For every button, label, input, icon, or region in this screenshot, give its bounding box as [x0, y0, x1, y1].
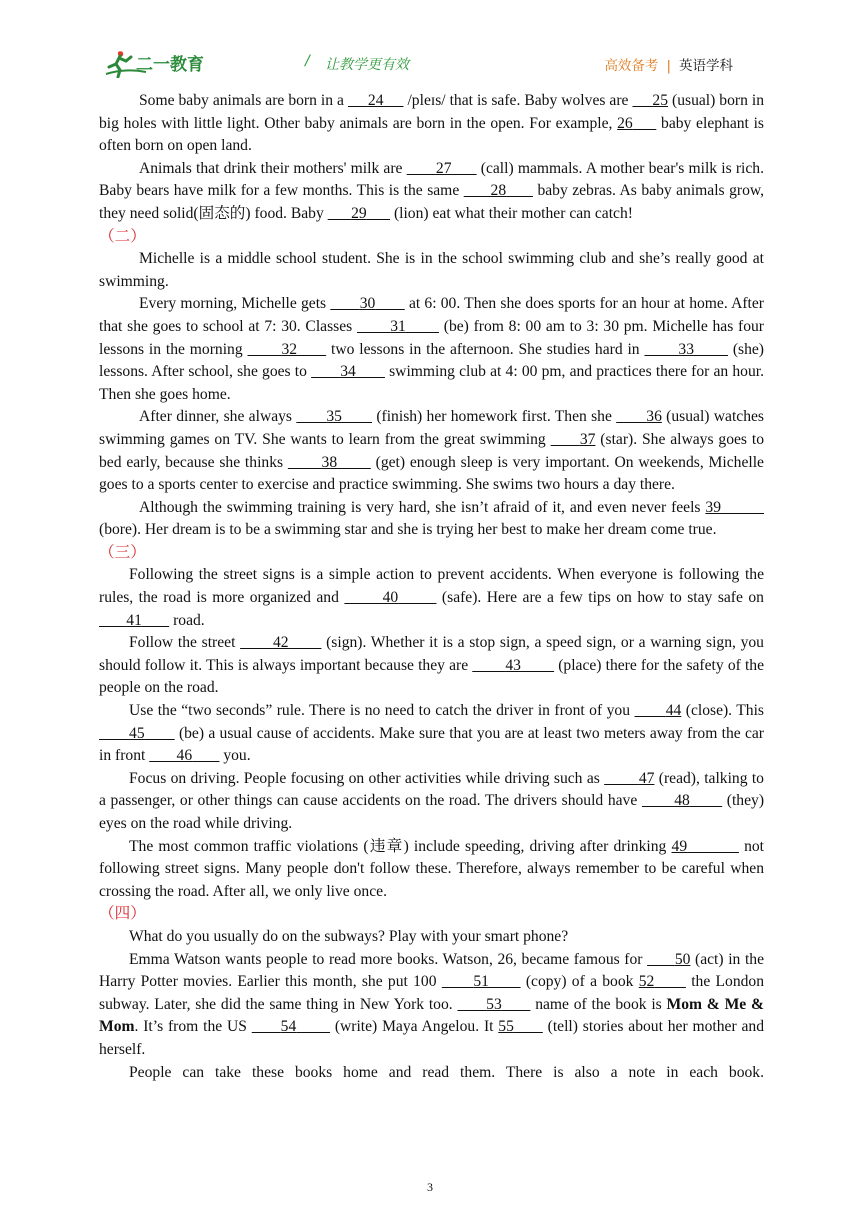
text: swimming club at 4: 00 pm, and practices there for an hour. Then she goes home. [99, 363, 764, 403]
text: Focus on driving. People focusing on other activities while driving such as [129, 769, 605, 787]
blank: 47 [638, 769, 655, 787]
blank: 26 [617, 114, 633, 132]
paragraph: Michelle is a middle school student. She is in the school swimming club and she’s really good at swimming. [99, 250, 764, 290]
text: (she) lessons. After school, she goes to [99, 340, 764, 381]
section-heading: （三） [99, 543, 146, 561]
paragraph [99, 90, 764, 158]
blank: 27 [435, 159, 452, 177]
paragraph [99, 836, 764, 904]
text: (be) from 8: 00 am to 3: 30 pm. Michelle has four lessons in the morning [99, 317, 764, 358]
text: baby elephant is often born on open land. [99, 114, 764, 155]
blank: 43 [505, 656, 521, 674]
blank: 40 [382, 589, 399, 607]
blank: 24 [367, 92, 384, 109]
text: Following the street signs is a simple action to prevent accidents. When everyone is following the rules, the road is more organized and [99, 566, 764, 607]
blank: 53 [486, 995, 502, 1013]
header-slogan: 让教学更有效 [325, 57, 409, 73]
blank: 42 [272, 634, 289, 652]
book-title: Mom & Me & Mom [99, 995, 764, 1036]
blank: 30 [359, 295, 376, 313]
logo-runner-icon [104, 48, 244, 78]
blank: 54 [280, 1018, 297, 1036]
text: (bore). Her dream is to be a swimming star and she is trying her best to make her dream come true. [99, 521, 717, 539]
blank: 45 [129, 724, 145, 742]
blank: 33 [678, 340, 695, 358]
text: (close). This [681, 702, 764, 720]
text: Emma Watson wants people to read more books. Watson, 26, became famous for [129, 950, 648, 968]
text: at 6: 00. Then she does sports for an hour at home. After that she goes to school at 7: 30. Classes [99, 295, 764, 335]
text: baby zebras. As baby animals grow, they need solid(固态的) food. Baby [99, 182, 765, 222]
text: (be) a usual cause of accidents. Make sure that you are at least two meters away from the car in front [99, 724, 764, 765]
blank: 46 [176, 747, 193, 765]
blank: 41 [126, 611, 142, 629]
header-separator: | [666, 58, 671, 74]
blank: 25 [652, 92, 669, 109]
text: (finish) her homework first. Then she [372, 408, 617, 426]
text: Some baby animals are born in a [139, 92, 348, 109]
text: . It’s from the US [134, 1018, 252, 1036]
text: (usual) watches swimming games on TV. She wants to learn from the great swimming [99, 408, 764, 448]
paragraph [99, 406, 764, 496]
blank: 35 [326, 408, 342, 426]
text: (star). She always goes to bed early, because she thinks [99, 430, 765, 471]
text: (sign). Whether it is a stop sign, a speed sign, or a warning sign, you should follow it. This is always important because they are [99, 634, 764, 674]
header-right-a: 高效备考 [604, 58, 659, 74]
logo-text: 二一教育 [136, 55, 204, 75]
document-body [99, 90, 764, 1084]
text: road. [169, 611, 205, 629]
text: (they) eyes on the road while driving. [99, 792, 765, 832]
text: (safe). Here are a few tips on how to stay safe on [436, 589, 764, 607]
header-divider: / [305, 53, 310, 69]
paragraph [99, 700, 764, 768]
text: name of the book is [530, 995, 667, 1013]
paragraph: People can take these books home and read them. There is also a note in each book. [129, 1063, 764, 1081]
text: /pleɪs/ that is safe. Baby wolves are [403, 92, 633, 109]
text: (act) in the Harry Potter movies. Earlier this month, she put 100 [99, 950, 764, 991]
blank: 52 [638, 973, 655, 991]
text: After dinner, she always [139, 408, 297, 426]
header-right-b: 英语学科 [679, 58, 733, 74]
paragraph [99, 564, 764, 632]
text: The most common traffic violations (违章) include speeding, driving after drinking [129, 837, 672, 855]
blank: 29 [351, 204, 367, 222]
text: (tell) stories about her mother and herself. [99, 1018, 764, 1058]
blank: 49 [671, 837, 688, 855]
blank: 50 [674, 950, 691, 968]
text: two lessons in the afternoon. She studies hard in [326, 340, 645, 358]
text: not following street signs. Many people don't follow these. Therefore, always remember to be careful when crossing the road. After all, we only live once. [99, 837, 765, 900]
text: (usual) born in big holes with little light. Other baby animals are born in the open. For example, [99, 92, 765, 132]
blank: 34 [340, 363, 356, 381]
blank: 37 [579, 430, 596, 448]
text: (get) enough sleep is very important. On weekends, Michelle goes to a sports center to exercise and practice swimming. She swims two hours a day there. [99, 453, 764, 494]
paragraph [99, 497, 764, 542]
blank: 36 [646, 408, 662, 426]
text: (copy) of a book [520, 973, 639, 991]
text: (lion) eat what their mother can catch! [390, 204, 633, 222]
blank: 31 [390, 317, 406, 335]
text: (write) Maya Angelou. It [330, 1018, 499, 1036]
blank: 39 [705, 498, 721, 516]
header-right [604, 54, 733, 74]
text: the London subway. Later, she did the same thing in New York too. [99, 973, 765, 1013]
blank: 48 [674, 792, 690, 810]
text: Use the “two seconds” rule. There is no need to catch the driver in front of you [129, 702, 635, 720]
section-heading: （二） [99, 227, 146, 245]
paragraph [99, 949, 764, 1062]
text: Follow the street [129, 634, 241, 652]
paragraph [99, 768, 764, 836]
page-header [100, 44, 765, 84]
paragraph [99, 293, 764, 406]
blank: 44 [665, 702, 682, 720]
text: Every morning, Michelle gets [139, 295, 331, 313]
text: you. [219, 747, 251, 765]
paragraph [99, 158, 764, 226]
text: (place) there for the safety of the people on the road. [99, 656, 764, 697]
text: (read), talking to a passenger, or other things can cause accidents on the road. The drivers should have [99, 769, 764, 810]
blank: 28 [490, 182, 507, 200]
paragraph: What do you usually do on the subways? Play with your smart phone? [129, 927, 569, 945]
text: Animals that drink their mothers' milk are [139, 159, 407, 177]
text: (call) mammals. A mother bear's milk is rich. Baby bears have milk for a few months. This is the same [99, 159, 765, 200]
text: Although the swimming training is very hard, she isn’t afraid of it, and even never feels [139, 498, 706, 516]
blank: 55 [498, 1018, 514, 1036]
blank: 32 [281, 340, 298, 358]
blank: 51 [473, 973, 489, 991]
paragraph [99, 632, 764, 700]
section-heading: （四） [99, 905, 146, 923]
page-number: 3 [427, 1180, 433, 1194]
blank: 38 [321, 453, 338, 471]
